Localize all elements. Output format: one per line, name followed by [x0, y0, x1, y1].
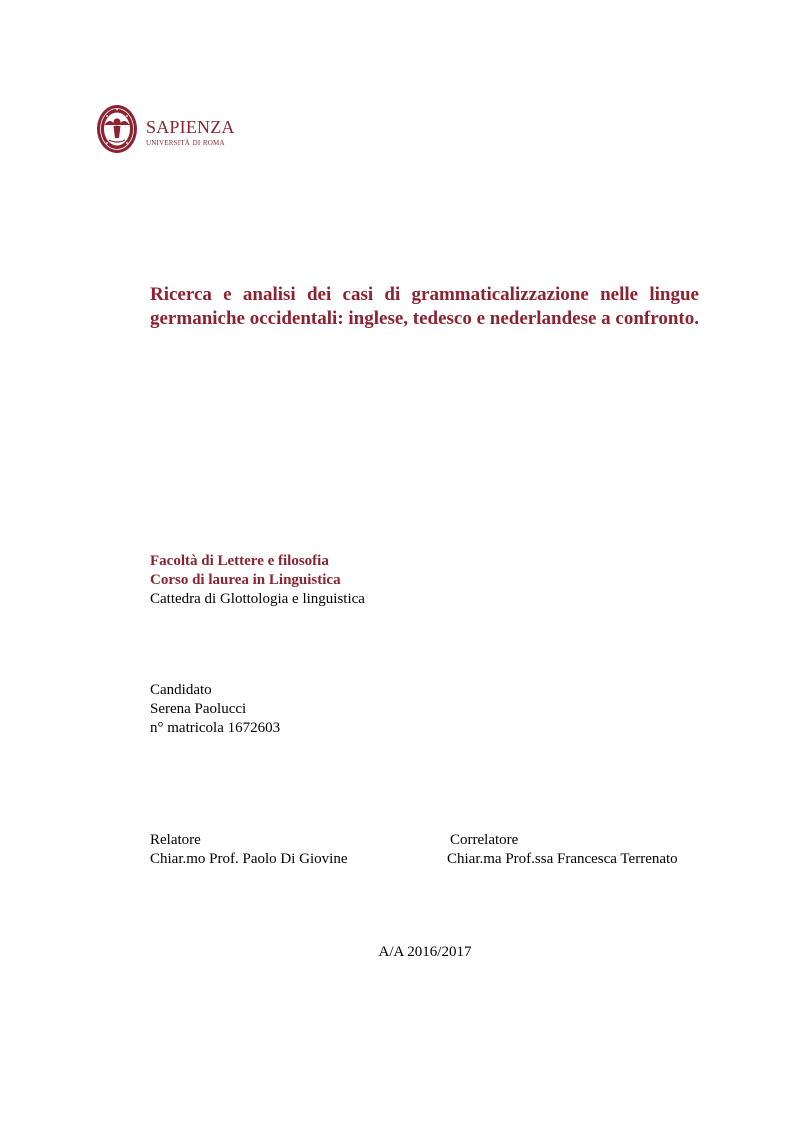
candidate-label: Candidato — [150, 682, 212, 698]
relatore-label: Relatore — [150, 832, 201, 848]
candidate-block — [150, 681, 280, 738]
course-name: Corso di laurea in Linguistica — [150, 572, 341, 588]
chair-name: Cattedra di Glottologia e linguistica — [150, 591, 365, 607]
candidate-name: Serena Paolucci — [150, 701, 247, 717]
relatore-block — [150, 831, 348, 869]
sapienza-seal-icon — [96, 104, 138, 154]
correlatore-label: Correlatore — [450, 832, 519, 848]
correlatore-name: Chiar.ma Prof.ssa Francesca Terrenato — [447, 851, 678, 867]
faculty-name: Facoltà di Lettere e filosofia — [150, 553, 329, 569]
academic-year: A/A 2016/2017 — [378, 944, 472, 960]
university-name: sapienza — [146, 109, 235, 139]
correlatore-block — [447, 831, 678, 869]
relatore-name: Chiar.mo Prof. Paolo Di Giovine — [150, 851, 348, 867]
thesis-title: Ricerca e analisi dei casi di grammaticalizzazione nelle lingue germaniche occidentali: inglese, tedesco e nederlandese a confronto. — [150, 284, 699, 329]
candidate-matricola: n° matricola 1672603 — [150, 720, 281, 736]
university-subtitle: università di roma — [146, 137, 225, 148]
logo-wordmark — [146, 110, 235, 149]
university-logo — [96, 104, 235, 154]
department-block — [150, 552, 365, 609]
